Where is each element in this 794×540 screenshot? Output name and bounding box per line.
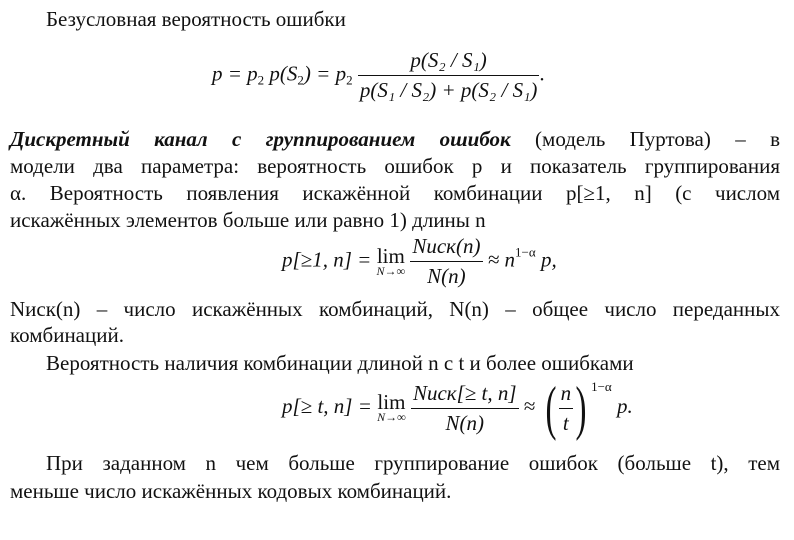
paragraph1-line1	[10, 126, 780, 152]
formula3-lim-sub: N→∞	[377, 410, 406, 424]
paragraph4-line1: При заданном n чем больше группирование ошибок (больше t), тем	[46, 451, 780, 475]
formula2-limit	[376, 243, 406, 278]
paragraph1-line1-rest: (модель Пуртова) – в	[510, 127, 780, 151]
formula1-lhs: p = p	[212, 61, 258, 86]
formula1-mid-b: ) = p	[303, 61, 347, 86]
paragraph4-line2: меньше число искажённых кодовых комбинаций.	[10, 479, 452, 503]
formula3-fraction	[411, 381, 519, 436]
paragraph1-line4: искажённых элементов больше или равно 1) длины n	[10, 208, 486, 232]
left-paren-icon: (	[545, 375, 557, 441]
formula2-exponent: 1−α	[515, 244, 536, 260]
formula3-end: p.	[616, 393, 633, 418]
formula1-denominator: p(S₁ / S₂) + p(S₂ / S₁)	[358, 75, 540, 103]
formula-distorted-combination	[282, 234, 557, 289]
paragraph2-line2: комбинаций.	[10, 323, 124, 347]
formula3-denominator: N(n)	[411, 408, 519, 436]
formula-unconditional-error	[212, 48, 545, 103]
formula1-numerator: p(S₂ / S₁)	[410, 48, 487, 72]
formula3-approx: ≈	[523, 393, 536, 418]
formula2-lhs: p[≥1, n] =	[282, 247, 372, 272]
formula3-inner-fraction	[559, 381, 574, 436]
formula-t-errors	[282, 375, 633, 441]
formula3-exponent: 1−α	[591, 378, 612, 394]
paragraph3: Вероятность наличия комбинации длиной n с t и более ошибками	[46, 351, 634, 375]
formula3-numerator: Nиск[≥ t, n]	[412, 380, 517, 405]
formula1-mid-a: p(S	[269, 61, 298, 86]
term-bursty-channel: Дискретный канал с группированием ошибок	[10, 127, 511, 151]
formula2-lim-sub: N→∞	[376, 263, 406, 278]
paragraph1-line2: модели два параметра: вероятность ошибок p и показатель группирования	[10, 154, 780, 178]
formula3-lhs: p[≥ t, n] =	[282, 393, 372, 418]
formula1-lhs-sub: 2	[257, 72, 265, 88]
formula2-fraction	[410, 234, 482, 289]
formula2-lim: lim	[376, 243, 405, 268]
paragraph2-line1: Nиск(n) – число искажённых комбинаций, N(n) – общее число переданных	[10, 297, 780, 321]
formula2-numerator: Nиск(n)	[412, 234, 481, 258]
formula2-denominator: N(n)	[410, 261, 482, 289]
paragraph1-line3: α. Вероятность появления искажённой комбинации p[≥1, n] (с числом	[10, 181, 780, 205]
formula3-limit	[377, 390, 406, 424]
formula2-approx: ≈ n	[487, 247, 516, 272]
right-paren-icon: )	[575, 375, 587, 441]
formula1-fraction	[358, 48, 540, 103]
formula1-mid-sub2: 2	[346, 72, 353, 88]
formula3-inner-numerator: n	[560, 380, 572, 405]
formula1-mid-sub: 2	[297, 72, 304, 88]
formula2-end: p,	[540, 247, 557, 272]
heading: Безусловная вероятность ошибки	[46, 7, 346, 31]
formula3-inner-denominator: t	[559, 408, 574, 436]
formula1-end: .	[539, 61, 545, 86]
formula3-lim: lim	[377, 390, 406, 414]
